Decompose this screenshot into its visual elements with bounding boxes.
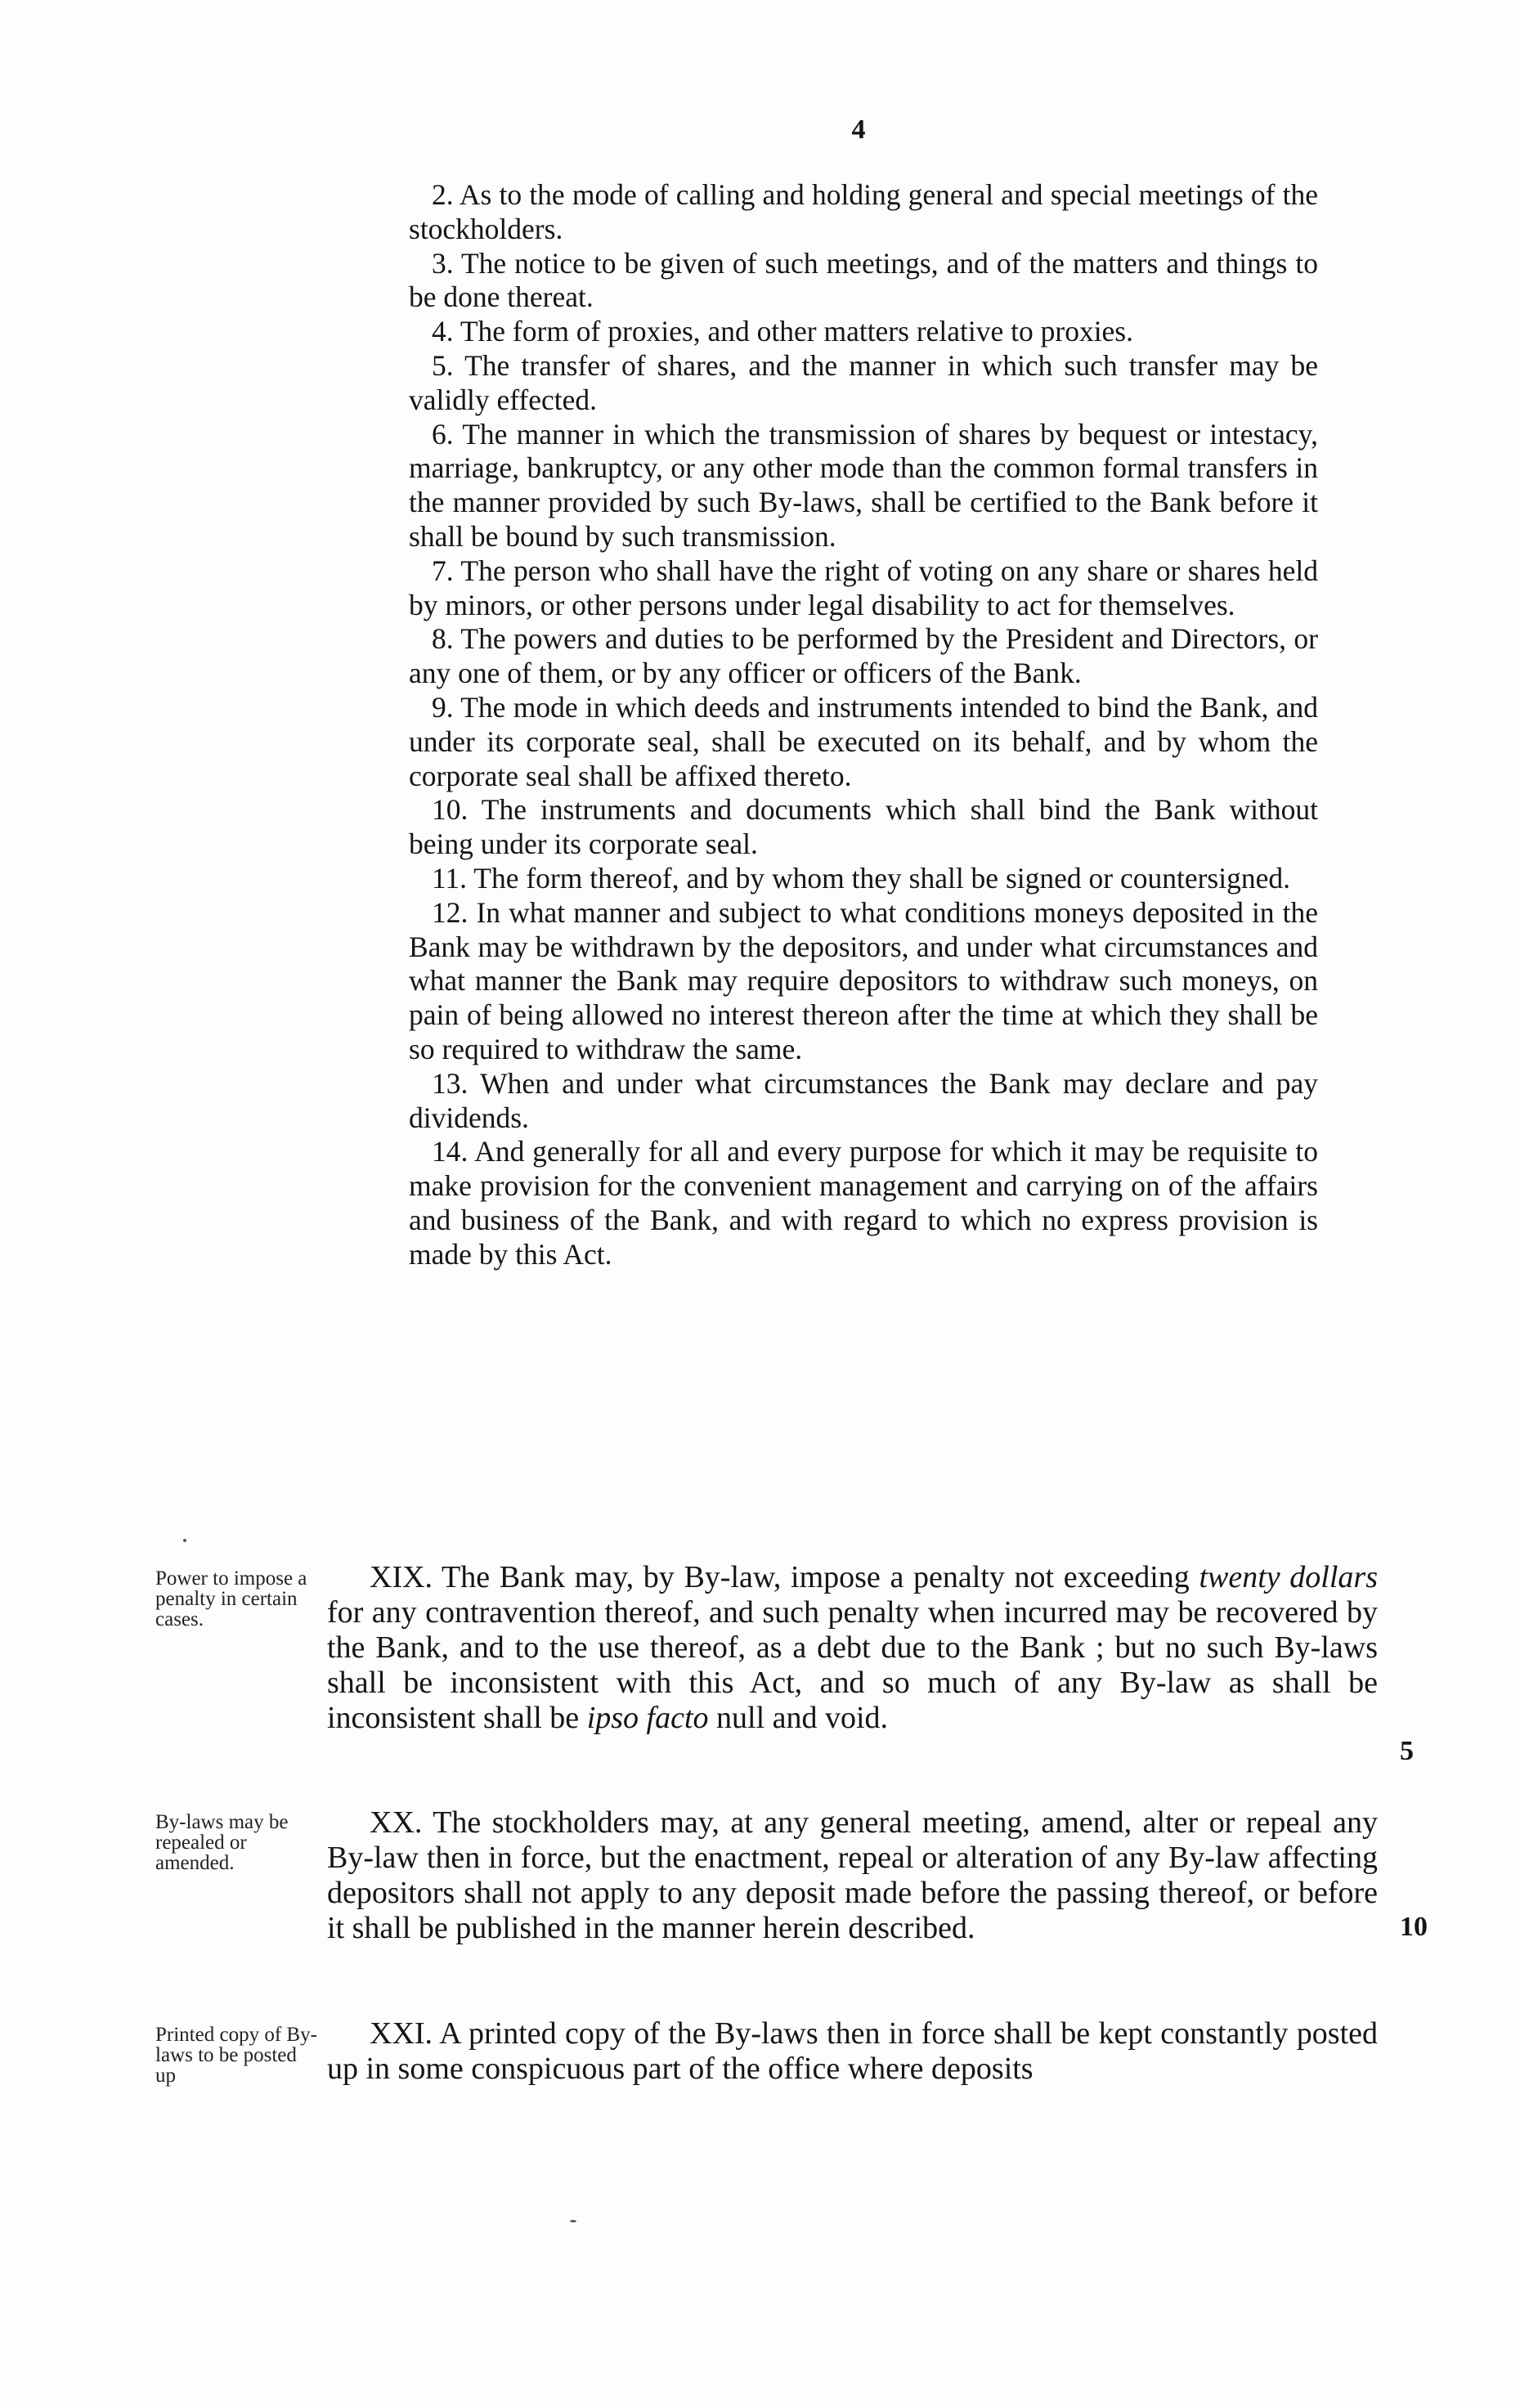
section-xix-text xyxy=(327,1560,1378,1736)
list-item: 9. The mode in which deeds and instruments intended to bind the Bank, and under its corporate seal, shall be executed on its behalf, and by whom the corporate seal shall be affixed thereto. xyxy=(409,690,1318,792)
section-xix-italic-amount: twenty dollars xyxy=(1199,1560,1378,1594)
section-xix xyxy=(327,1560,1378,1736)
list-item: 4. The form of proxies, and other matters relative to proxies. xyxy=(432,315,1133,348)
print-speck xyxy=(570,2220,576,2222)
list-item: 10. The instruments and documents which shall bind the Bank without being under its corporate seal. xyxy=(409,793,1318,861)
list-item: 8. The powers and duties to be performed by the President and Directors, or any one of them, or by any officer or officers of the Bank. xyxy=(409,622,1318,690)
line-number-10: 10 xyxy=(1400,1912,1428,1942)
list-item: 13. When and under what circumstances the Bank may declare and pay dividends. xyxy=(409,1066,1318,1134)
marginal-note-section-19: Power to impose a penalty in certain cases. xyxy=(155,1567,307,1630)
section-xix-text-part1: XIX. The Bank may, by By-law, impose a penalty not exceeding xyxy=(370,1560,1199,1594)
section-xix-text-part2: for any contravention thereof, and such penalty when incurred may be recovered by the Bank, and to the use thereof, as a debt due to the Bank ; but no such By-laws shall be inconsistent with this Act, and so much of any By-law as shall be inconsistent shall be xyxy=(327,1595,1378,1735)
section-xxi-text: XXI. A printed copy of the By-laws then in force shall be kept constantly posted up in some conspicuous part of the office where deposits xyxy=(327,2016,1378,2086)
marginal-note-section-20: By-laws may be repealed or amended. xyxy=(155,1811,289,1874)
section-xx xyxy=(327,1805,1378,1946)
list-item: 14. And generally for all and every purpose for which it may be requisite to make provision for the convenient management and carrying on of the affairs and business of the Bank, and with regard to which no express provision is made by this Act. xyxy=(409,1135,1318,1271)
section-xx-text: XX. The stockholders may, at any general meeting, amend, alter or repeal any By-law then in force, but the enactment, repeal or alteration of any By-law affecting depositors shall not apply to any deposit made before the passing thereof, or before it shall be published in the manner herein described. xyxy=(327,1805,1378,1945)
list-item: 3. The notice to be given of such meetings, and of the matters and things to be done thereat. xyxy=(409,246,1318,314)
page-number: 4 xyxy=(851,114,866,145)
list-item: 7. The person who shall have the right of voting on any share or shares held by minors, or other persons under legal disability to act for themselves. xyxy=(409,554,1318,621)
print-speck xyxy=(183,1539,186,1542)
list-item: 2. As to the mode of calling and holding general and special meetings of the stockholders. xyxy=(409,178,1318,245)
by-law-items-list xyxy=(409,178,1318,1272)
line-number-5: 5 xyxy=(1400,1736,1414,1766)
section-xix-text-part3: null and void. xyxy=(708,1701,889,1735)
marginal-note-section-21: Printed copy of By-laws to be posted up xyxy=(155,2024,317,2087)
section-xix-italic-latin: ipso facto xyxy=(586,1701,709,1735)
list-item: 11. The form thereof, and by whom they shall be signed or countersigned. xyxy=(432,861,1290,895)
list-item: 5. The transfer of shares, and the manner in which such transfer may be validly effected. xyxy=(409,348,1318,416)
section-xxi xyxy=(327,2016,1378,2087)
list-item: 12. In what manner and subject to what conditions moneys deposited in the Bank may be withdrawn by the depositors, and under what circumstances and what manner the Bank may require depositors to withdraw such moneys, on pain of being allowed no interest thereon after the time at which they shall be so required to withdraw the same. xyxy=(409,895,1318,1065)
list-item: 6. The manner in which the transmission of shares by bequest or intestacy, marriage, bankruptcy, or any other mode than the common formal transfers in the manner provided by such By-laws, shall be certified to the Bank before it shall be bound by such transmission. xyxy=(409,417,1318,553)
